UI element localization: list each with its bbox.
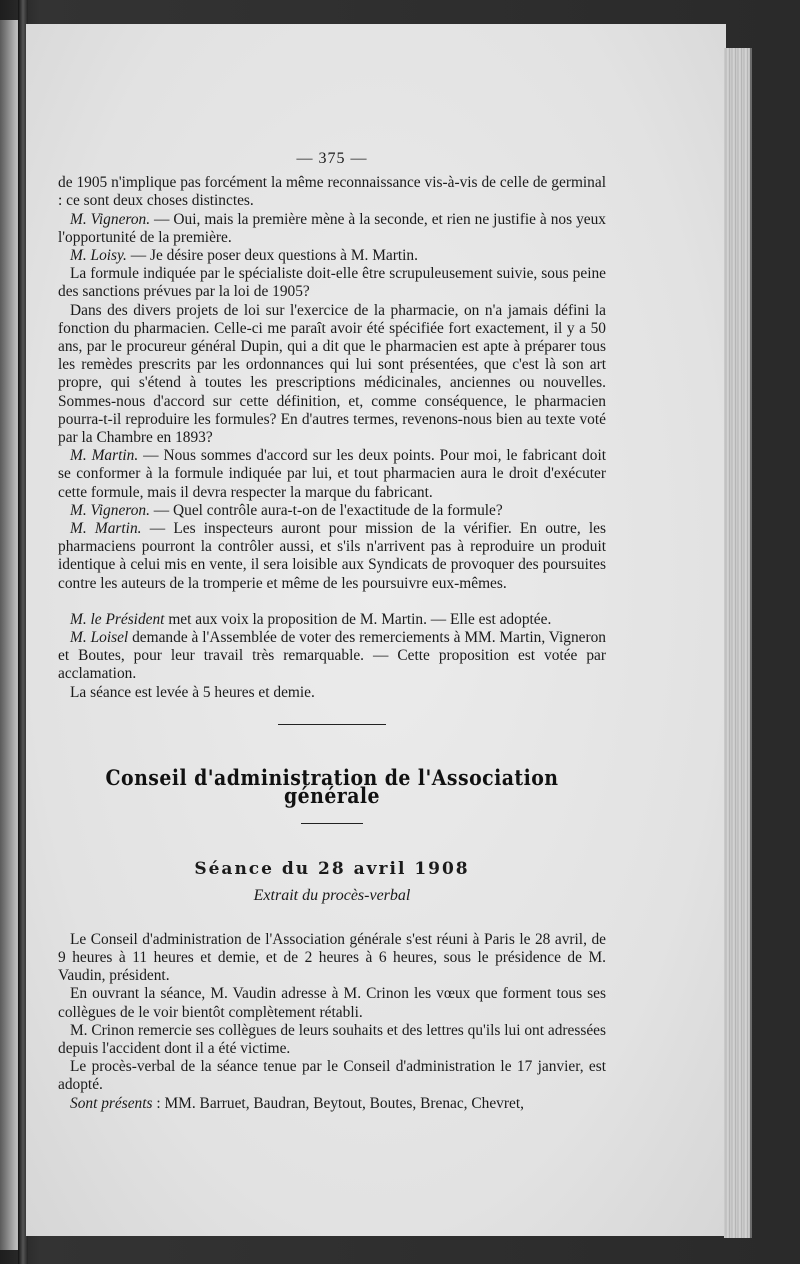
session-title: Séance du 28 avril 1908	[194, 859, 470, 880]
paragraph: Le procès-verbal de la séance tenue par le Conseil d'administration le 17 janvier, est adopté.	[58, 1058, 606, 1094]
section-heading: Conseil d'administration de l'Association générale	[105, 764, 559, 809]
section-divider	[278, 724, 386, 725]
session-subtitle: Extrait du procès-verbal	[253, 886, 411, 904]
spacer	[58, 593, 606, 611]
speaker-name: M. Martin.	[70, 447, 139, 465]
speaker-name: M. Martin.	[70, 520, 142, 538]
paragraph	[58, 247, 606, 265]
paragraph: M. Crinon remercie ses collègues de leurs souhaits et des lettres qu'ils lui ont adressées depuis l'accident dont il a été victime.	[58, 1021, 606, 1057]
paragraph: En ouvrant la séance, M. Vaudin adresse à M. Crinon les vœux que forment tous ses collègues de le voir bientôt complètement rétabli.	[58, 985, 606, 1021]
speaker-name: M. Vigneron.	[70, 501, 150, 519]
paragraph: de 1905 n'implique pas forcément la même reconnaissance vis-à-vis de celle de germinal : ce sont deux choses distinctes.	[58, 174, 606, 210]
paragraph	[58, 520, 606, 593]
page-stack-edge	[724, 48, 752, 1238]
paragraph	[58, 447, 606, 502]
speaker-name: M. Vigneron.	[70, 210, 151, 228]
paragraph: Le Conseil d'administration de l'Association générale s'est réuni à Paris le 28 avril, de 9 heures à 11 heures et demie, et de 2 heures à 6 heures, sous le présidence de M. Vaudin, président.	[58, 930, 606, 985]
paragraph: La séance est levée à 5 heures et demie.	[70, 683, 315, 701]
speech: — Quel contrôle aura-t-on de l'exactitude de la formule?	[149, 501, 503, 519]
speaker-name: M. Loisy.	[70, 247, 127, 265]
paragraph	[58, 502, 606, 520]
heading-rule	[301, 823, 363, 824]
speech: — Je désire poser deux questions à M. Martin.	[126, 247, 418, 265]
speech: — Nous sommes d'accord sur les deux points. Pour moi, le fabricant doit se conformer à la formule indiquée par lui, et tout pharmacien aura le droit d'exécuter cette formule, mais il devra respecter la marque du fabricant.	[58, 447, 606, 501]
paragraph	[58, 211, 606, 247]
attendee-list: : MM. Barruet, Baudran, Beytout, Boutes, Brenac, Chevret,	[152, 1094, 524, 1112]
speech: — Oui, mais la première mène à la seconde, et rien ne justifie à nos yeux l'opportunité de la première.	[58, 210, 606, 246]
paragraph: Dans des divers projets de loi sur l'exercice de la pharmacie, on n'a jamais défini la fonction du pharmacien. Celle-ci me paraît avoir été spécifiée fort exactement, il y a 50 ans, par le procureur général Dupin, qui a dit que le pharmacien est apte à préparer tous les remèdes prescrits par les ordonnances qui lui sont présentées, que c'est là son art propre, qui s'étend à toutes les prescriptions médicinales, anciennes ou nouvelles. Sommes-nous d'accord sur cette définition, et, comme conséquence, le pharmacien pourra-t-il reproduire les formules? En d'autres termes, revenons-nous bien au texte voté par la Chambre en 1893?	[58, 301, 606, 447]
speaker-name: M. Loisel	[70, 629, 129, 647]
page-text	[58, 150, 606, 1113]
lead-text: Sont présents	[70, 1094, 153, 1112]
paragraph: La formule indiquée par le spécialiste doit-elle être scrupuleusement suivie, sous peine des sanctions prévues par la loi de 1905?	[58, 265, 606, 301]
paragraph	[58, 611, 606, 629]
speaker-name: M. le Président	[70, 610, 165, 628]
paragraph	[58, 1095, 606, 1113]
speech: met aux voix la proposition de M. Martin. — Elle est adoptée.	[164, 610, 552, 628]
page-number: — 375 —	[296, 150, 368, 167]
speech: — Les inspecteurs auront pour mission de la vérifier. En outre, les pharmaciens pourront la contrôler aussi, et s'ils n'arrivent pas à reproduire un produit identique à celui mis en vente, il sera loisible aux Syndicats de provoquer des poursuites contre les auteurs de la tromperie et même de les poursuivre eux-mêmes.	[58, 520, 606, 592]
speech: demande à l'Assemblée de voter des remerciements à MM. Martin, Vigneron et Boutes, pour leur travail très remarquable. — Cette proposition est votée par acclamation.	[58, 629, 606, 683]
paragraph	[58, 629, 606, 684]
